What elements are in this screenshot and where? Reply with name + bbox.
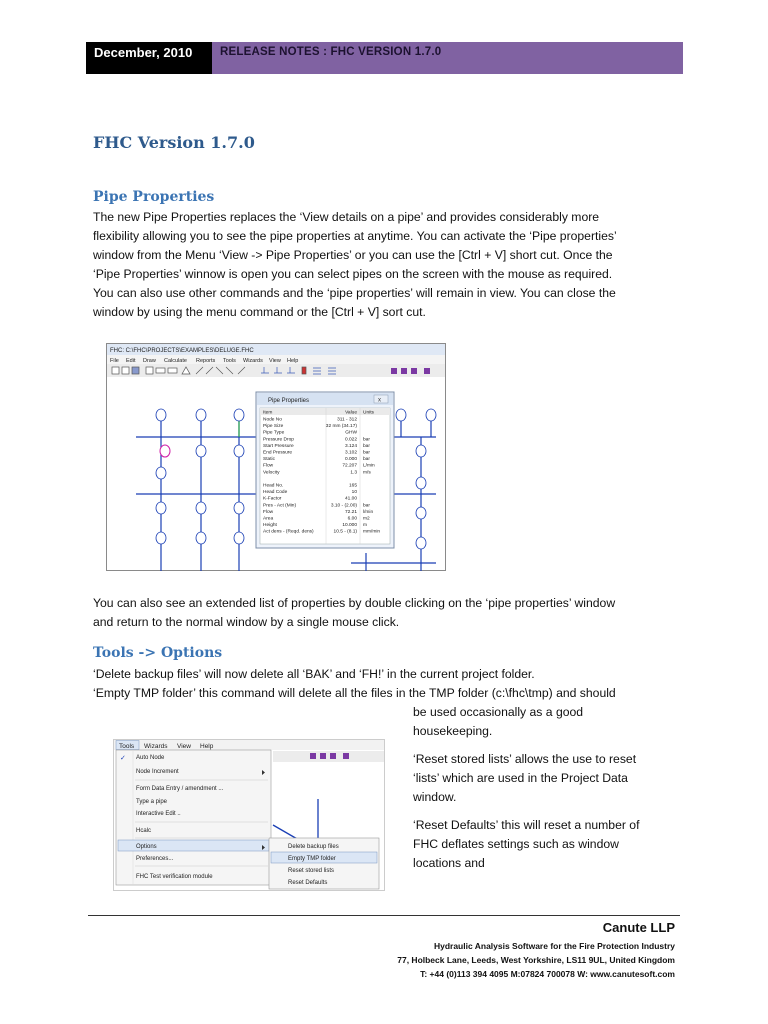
dialog-title: Pipe Properties	[268, 398, 310, 404]
column-header-value: Value	[345, 410, 357, 416]
body-line: ‘Delete backup files’ will now delete all ‘BAK’ and ‘FH!’ in the current project folder.	[93, 667, 535, 681]
menu-reports[interactable]: Reports	[196, 358, 216, 364]
property-value: 165	[348, 483, 357, 489]
menu-calculate[interactable]: Calculate	[164, 358, 187, 364]
property-units: bar	[363, 450, 370, 456]
body-line: You can also see an extended list of properties by double clicking on the ‘pipe properties’ window	[93, 596, 616, 610]
menu-item-type-a-pipe[interactable]: Type a pipe	[136, 799, 168, 805]
property-value: 1.3	[350, 470, 357, 476]
menu-item-auto-node[interactable]: Auto Node	[136, 755, 165, 761]
property-item: Pres - Act (Min)	[263, 503, 297, 509]
menu-help[interactable]: Help	[200, 743, 214, 750]
menu-item-fhc-test-verification[interactable]: FHC Test verification module	[136, 874, 213, 880]
property-item: Act dens - (Reqd. dens)	[263, 529, 314, 535]
section-pipe-properties-body	[93, 208, 668, 322]
body-line: be used occasionally as a good	[413, 705, 584, 719]
submenu-reset-stored-lists[interactable]: Reset stored lists	[288, 868, 335, 874]
section-tools-options-heading: Tools -> Options	[93, 645, 223, 661]
property-item: Static	[263, 457, 275, 463]
property-value: 6.00	[347, 516, 357, 522]
property-value: 10.5 - (8.1)	[333, 529, 357, 535]
property-item: Start Pressure	[263, 443, 294, 449]
body-line: You can also use other commands and the ‘pipe properties’ will remain in view. You can close the	[93, 286, 616, 300]
property-units: mm/min	[363, 529, 381, 535]
menu-draw[interactable]: Draw	[143, 358, 156, 364]
body-line: and return to the normal window by a single mouse click.	[93, 615, 400, 629]
property-item: Flow	[263, 509, 274, 515]
property-value: 41.00	[344, 496, 357, 502]
body-line: window.	[413, 790, 457, 804]
dialog-close-icon[interactable]: x	[378, 397, 381, 404]
menu-view[interactable]: View	[269, 358, 281, 364]
menu-help[interactable]: Help	[287, 358, 299, 364]
menu-tools[interactable]: Tools	[223, 358, 236, 364]
header-date: December, 2010	[86, 42, 212, 74]
menu-edit[interactable]: Edit	[126, 358, 136, 364]
menu-view[interactable]: View	[177, 743, 191, 750]
property-value: 0.000	[344, 457, 357, 463]
property-item: End Pressure	[263, 450, 293, 456]
body-line: FHC deflates settings such as window	[413, 837, 619, 851]
section-tools-options-intro	[93, 665, 668, 703]
section-pipe-properties-after	[93, 594, 668, 632]
menu-wizards[interactable]: Wizards	[243, 358, 263, 364]
property-units: m2	[363, 516, 370, 522]
property-item: Head Code	[263, 490, 288, 496]
footer-tagline: Hydraulic Analysis Software for the Fire Protection Industry	[433, 941, 675, 951]
header-title: RELEASE NOTES : FHC VERSION 1.7.0	[212, 42, 683, 74]
check-icon: ✓	[120, 755, 126, 762]
footer-address: 77, Holbeck Lane, Leeds, West Yorkshire, LS11 9UL, United Kingdom	[397, 955, 675, 965]
property-value: 3.10 - (2.00)	[330, 503, 357, 509]
menu-item-interactive-edit[interactable]: Interactive Edit ..	[136, 811, 181, 817]
property-value: 3.102	[344, 450, 357, 456]
property-units: l/min	[363, 509, 374, 515]
property-value: 72.207	[342, 463, 357, 469]
body-line: housekeeping.	[413, 724, 493, 738]
footer-contact: T: +44 (0)113 394 4095 M:07824 700078 W: www.canutesoft.com	[420, 969, 675, 979]
footer-company: Canute LLP	[602, 920, 675, 935]
app-window-title: FHC: C:\FHC\PROJECTS\EXAMPLES\DELUGE.FHC	[110, 348, 254, 354]
tools-dropdown-menu	[116, 750, 271, 885]
options-submenu	[269, 838, 379, 889]
body-line: ‘lists’ which are used in the Project Data	[413, 771, 628, 785]
section-tools-options-right-column	[413, 703, 673, 873]
pipe-properties-dialog[interactable]	[256, 392, 394, 548]
menu-item-options[interactable]: Options	[136, 844, 157, 850]
column-header-units: Units	[363, 410, 374, 416]
property-item: Head No.	[263, 483, 284, 489]
property-value: 10	[351, 490, 357, 496]
body-line: ‘Reset Defaults’ this will reset a number of	[413, 818, 640, 832]
section-pipe-properties-heading: Pipe Properties	[93, 189, 215, 205]
property-units: m/s	[363, 470, 371, 476]
property-units: bar	[363, 457, 370, 463]
body-line: window from the Menu ‘View -> Pipe Properties’ or you can use the [Ctrl + V] short cut. Once the	[93, 248, 613, 262]
body-line: The new Pipe Properties replaces the ‘View details on a pipe’ and provides considerably more	[93, 210, 600, 224]
body-line: ‘Reset stored lists’ allows the use to reset	[413, 752, 637, 766]
submenu-reset-defaults[interactable]: Reset Defaults	[288, 880, 328, 886]
menu-item-form-data-entry[interactable]: Form Data Entry / amendment ...	[136, 786, 224, 792]
menu-tools[interactable]: Tools	[119, 743, 135, 750]
doc-title: FHC Version 1.7.0	[93, 133, 255, 152]
body-line: flexibility allowing you to see the pipe properties at anytime. You can activate the ‘Pipe properties’	[93, 229, 617, 243]
property-item: Pipe Size	[263, 424, 284, 430]
property-item: Node No	[263, 417, 282, 423]
property-units: m	[363, 523, 367, 529]
property-item: Area	[263, 516, 274, 522]
property-units: bar	[363, 437, 370, 443]
column-header-item: Item	[263, 410, 273, 416]
tools-options-screenshot	[113, 739, 385, 891]
property-value: 72.21	[344, 509, 357, 515]
property-item: Height	[263, 523, 277, 529]
property-value: 3.124	[344, 443, 357, 449]
menu-item-preferences[interactable]: Preferences...	[136, 856, 174, 862]
property-value: GHW	[345, 430, 357, 436]
body-line: window by using the menu command or the [Ctrl + V] sort cut.	[93, 305, 426, 319]
property-value: 0.022	[344, 437, 357, 443]
property-item: K-Factor	[263, 496, 282, 502]
property-value: 10.000	[342, 523, 357, 529]
property-item: Flow	[263, 463, 274, 469]
footer-divider	[88, 915, 680, 916]
menu-wizards[interactable]: Wizards	[144, 743, 168, 750]
submenu-delete-backup-files[interactable]: Delete backup files	[288, 844, 339, 850]
menu-file[interactable]: File	[110, 358, 119, 364]
body-line: locations and	[413, 856, 485, 870]
property-units: L/min	[363, 463, 375, 469]
property-value: 32 mm (34.17)	[325, 424, 357, 430]
property-units: bar	[363, 443, 370, 449]
body-line: ‘Pipe Properties’ winnow is open you can select pipes on the screen with the mouse as required.	[93, 267, 613, 281]
submenu-empty-tmp-folder[interactable]: Empty TMP folder	[288, 856, 336, 862]
property-item: Velocity	[263, 470, 280, 476]
menu-item-hcalc[interactable]: Hcalc	[136, 828, 152, 834]
property-units: bar	[363, 503, 370, 509]
property-item: Pressure Drop	[263, 437, 294, 443]
property-item: Pipe Type	[263, 430, 285, 436]
menu-item-node-increment[interactable]: Node Increment	[136, 769, 179, 775]
property-value: 311 - 312	[337, 417, 357, 423]
body-line: ‘Empty TMP folder’ this command will delete all the files in the TMP folder (c:\fhc\tmp) and should	[93, 686, 616, 700]
pipe-properties-screenshot	[106, 343, 446, 571]
